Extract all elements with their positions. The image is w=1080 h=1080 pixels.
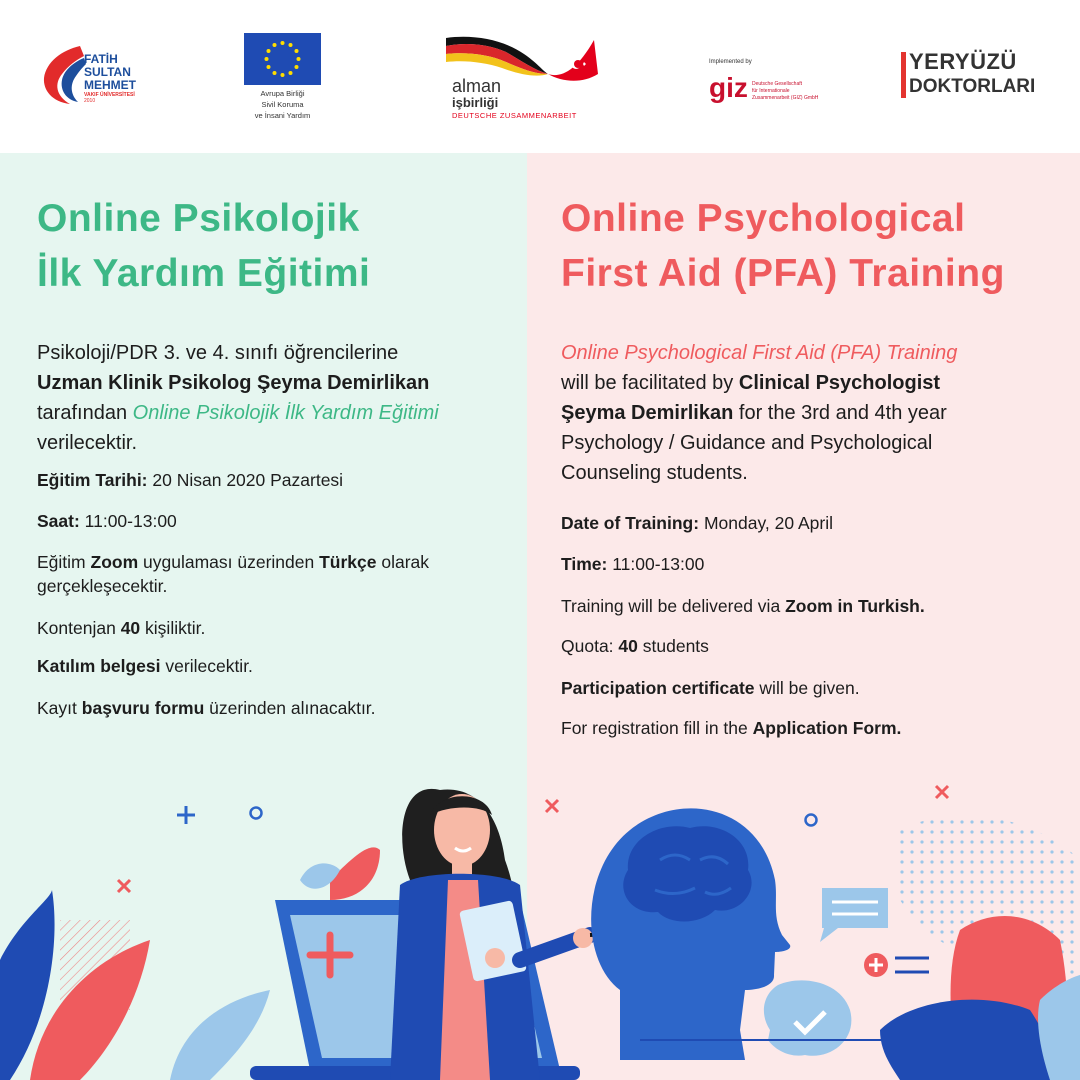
tr-zoom-1: Eğitim (37, 552, 86, 572)
en-intro-7: Counseling students. (561, 462, 748, 484)
x-mark-icon (118, 880, 130, 892)
x-mark-icon (936, 786, 948, 798)
alman-line2: işbirliği (452, 95, 499, 110)
eu-line2: Sivil Koruma (261, 100, 304, 109)
head-brain-icon (591, 808, 790, 1060)
tr-zoom-4: Türkçe (319, 552, 377, 572)
en-date-label: Date of Training: (561, 513, 700, 533)
tr-cert-2: verilecektir. (165, 656, 253, 676)
alman-line1: alman (452, 76, 502, 96)
x-mark-icon (546, 800, 558, 812)
tr-intro-4: Online Psikolojik İlk Yardım Eğitimi (132, 402, 439, 424)
en-intro-2: will be facilitated by (561, 372, 734, 394)
en-quota (561, 634, 1071, 658)
tr-reg-1: Kayıt (37, 698, 77, 718)
tr-quota-2: 40 (120, 618, 141, 638)
en-intro-line5 (561, 458, 1071, 488)
tr-zoom-line1 (37, 550, 517, 574)
turkish-title-line1: Online Psikolojik (37, 197, 360, 240)
ring-icon (806, 815, 817, 826)
plus-circle-icon (864, 953, 929, 977)
giz-line2: für Internationale (752, 88, 790, 94)
en-intro-4: Şeyma Demirlikan (561, 402, 734, 424)
en-date (561, 511, 1071, 535)
fsm-line3: MEHMET (84, 78, 136, 92)
en-cert-1: Participation certificate (561, 678, 755, 698)
tr-intro-2: Uzman Klinik Psikolog Şeyma Demirlikan (37, 372, 430, 394)
eu-line3: ve İnsani Yardım (254, 111, 311, 120)
checkmark-icon (764, 980, 852, 1055)
yeryuzu-line1: YERYÜZÜ (909, 49, 1017, 74)
logo-header (0, 0, 1080, 153)
en-intro-line1 (561, 338, 1071, 368)
tr-zoom-line2 (37, 574, 517, 598)
en-intro-3: Clinical Psychologist (738, 372, 941, 394)
tr-cert-1: Katılım belgesi (37, 656, 161, 676)
giz-line3: Zusammenarbeit (GIZ) GmbH (752, 95, 819, 101)
fsm-line5: 2010 (84, 98, 96, 104)
yeryuzu-line2: DOKTORLARI (909, 76, 1036, 97)
en-quota-3: students (642, 636, 709, 656)
tr-zoom-5: olarak (381, 552, 430, 572)
tr-date-value: 20 Nisan 2020 Pazartesi (152, 470, 344, 490)
tr-reg-3: üzerinden alınacaktır. (209, 698, 376, 718)
tr-intro-line2 (37, 368, 517, 398)
en-quota-2: 40 (618, 636, 638, 656)
chat-bubble-icon (820, 888, 888, 942)
tr-intro-3: tarafından (37, 402, 128, 424)
en-zoom-2: Zoom in Turkish. (785, 596, 925, 616)
eu-flag-icon (244, 33, 321, 85)
fsm-line4: VAKIF ÜNİVERSİTESİ (84, 92, 135, 98)
fsm-line2: SULTAN (84, 65, 131, 79)
tr-reg (37, 696, 517, 720)
tr-zoom-2: Zoom (90, 552, 139, 572)
en-reg (561, 716, 1071, 740)
en-intro-line3 (561, 398, 1071, 428)
turkish-intro (37, 338, 517, 458)
en-zoom-1: Training will be delivered via (561, 596, 781, 616)
plus-icon (177, 806, 195, 824)
english-title-line1: Online Psychological (561, 197, 966, 240)
tr-intro-5: verilecektir. (37, 432, 138, 454)
tr-zoom-6: gerçekleşecektir. (37, 576, 168, 596)
tr-zoom (37, 550, 517, 598)
tr-intro-line4 (37, 428, 517, 458)
giz-line1: Deutsche Gesellschaft (752, 81, 803, 87)
yeryuzu-bar (901, 52, 906, 98)
tr-intro-line3 (37, 398, 517, 428)
en-time-value: 11:00-13:00 (612, 554, 705, 574)
tr-time-label: Saat: (37, 511, 80, 531)
en-quota-1: Quota: (561, 636, 614, 656)
tr-intro-line1 (37, 338, 517, 368)
en-zoom (561, 594, 1071, 618)
tr-time (37, 509, 517, 533)
en-time-label: Time: (561, 554, 608, 574)
en-intro-line2 (561, 368, 1071, 398)
tr-date-label: Eğitim Tarihi: (37, 470, 148, 490)
en-cert (561, 676, 1071, 700)
english-intro (561, 338, 1071, 488)
en-cert-2: will be given. (759, 678, 860, 698)
en-intro-1: Online Psychological First Aid (PFA) Training (561, 342, 958, 364)
en-date-value: Monday, 20 April (703, 513, 833, 533)
training-illustration (0, 760, 1080, 1080)
en-time (561, 552, 1071, 576)
ring-icon (251, 808, 262, 819)
giz-implemented: Implemented by (709, 59, 752, 65)
en-reg-2: Application Form. (752, 718, 902, 738)
tr-quota-3: kişiliktir. (145, 618, 206, 638)
turkish-title (37, 191, 507, 301)
en-reg-1: For registration fill in the (561, 718, 748, 738)
giz-mark: giz (709, 72, 748, 103)
tr-intro-1: Psikoloji/PDR 3. ve 4. sınıfı öğrencilerine (37, 342, 399, 364)
en-intro-5: for the 3rd and 4th year (738, 402, 947, 424)
fsm-line1: FATİH (84, 52, 118, 66)
tr-quota-1: Kontenjan (37, 618, 116, 638)
tr-date (37, 468, 517, 492)
tr-zoom-3: uygulaması üzerinden (143, 552, 315, 572)
en-intro-6: Psychology / Guidance and Psychological (561, 432, 933, 454)
tr-time-value: 11:00-13:00 (84, 511, 177, 531)
fsm-logo-mark (40, 44, 86, 106)
tr-cert (37, 654, 517, 678)
tr-quota (37, 616, 517, 640)
english-title-line2: First Aid (PFA) Training (561, 252, 1005, 295)
english-title (561, 191, 1076, 301)
leaf-icon (880, 916, 1080, 1080)
tr-reg-2: başvuru formu (81, 698, 205, 718)
eu-line1: Avrupa Birliği (260, 89, 305, 98)
alman-line3: DEUTSCHE ZUSAMMENARBEIT (452, 111, 577, 120)
en-intro-line4 (561, 428, 1071, 458)
turkish-title-line2: İlk Yardım Eğitimi (37, 252, 371, 295)
